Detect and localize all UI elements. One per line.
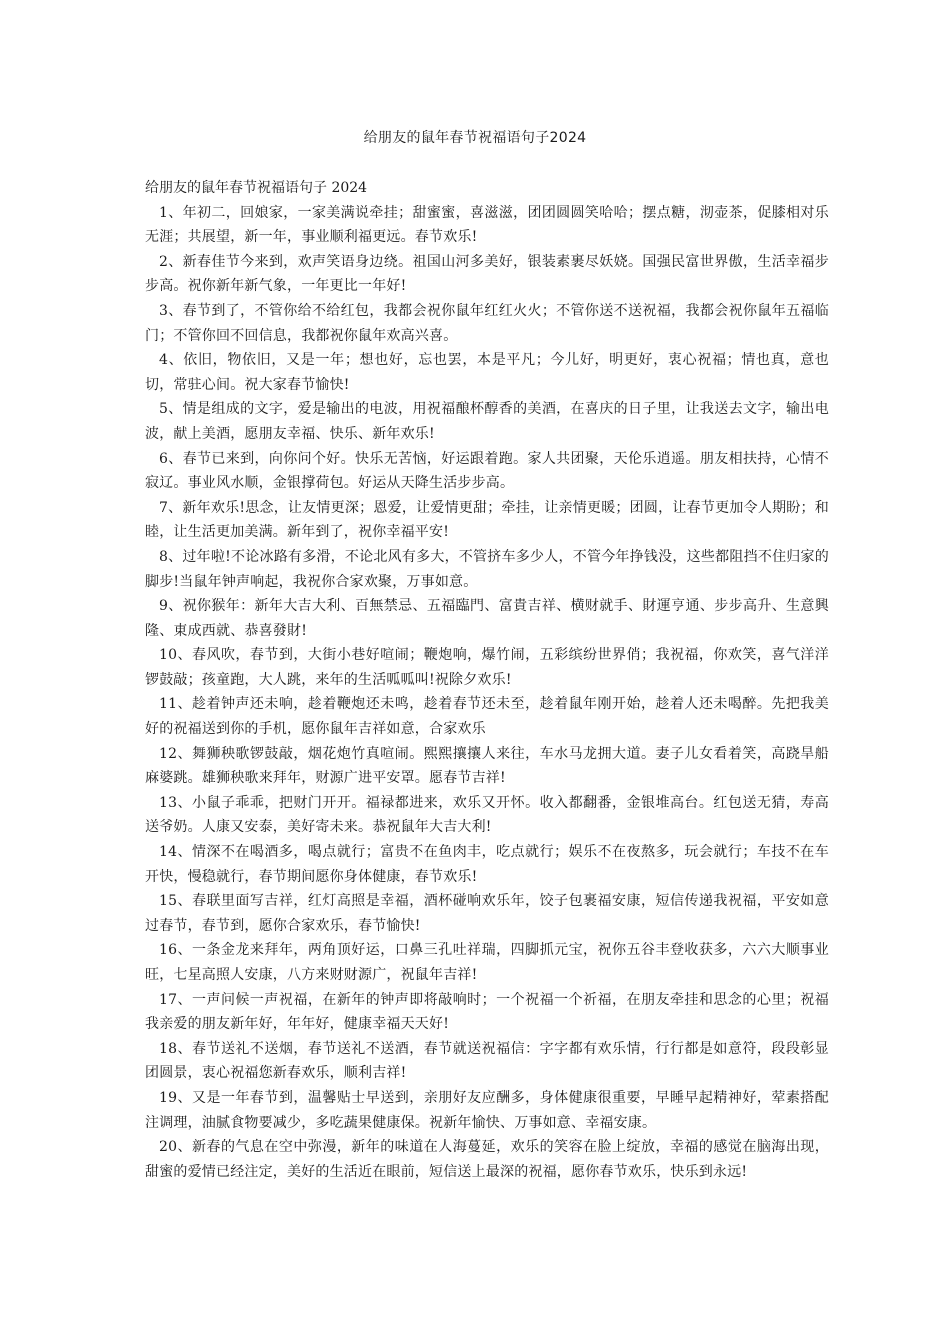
- paragraph-11: 11、趁着钟声还未响，趁着鞭炮还未鸣，趁着春节还未至，趁着鼠年刚开始，趁着人还未喝醉。先把我美好的祝福送到你的手机，愿你鼠年吉祥如意，合家欢乐: [145, 696, 829, 738]
- paragraph-20: 20、新春的气息在空中弥漫，新年的味道在人海蔓延，欢乐的笑容在脸上绽放，幸福的感觉在脑海出现，甜蜜的爱情已经注定，美好的生活近在眼前，短信送上最深的祝福，愿你春节欢乐，快乐到永远!: [145, 1139, 829, 1180]
- paragraph-16: 16、一条金龙来拜年，两角顶好运，口鼻三孔吐祥瑞，四脚抓元宝，祝你五谷丰登收获多，六六大顺事业旺，七星高照人安康，八方来财财源广，祝鼠年吉祥!: [145, 942, 829, 983]
- paragraph-9: 9、祝你猴年：新年大吉大利、百無禁忌、五福臨門、富貴吉祥、横财就手、財運亨通、步步高升、生意興隆、東成西就、恭喜發財!: [145, 598, 829, 639]
- paragraph-13: 13、小鼠子乖乖，把财门开开。福禄都进来，欢乐又开怀。收入都翻番，金银堆高台。红包送无猜，寿高送爷奶。人康又安泰，美好寄未来。恭祝鼠年大吉大利!: [145, 794, 829, 836]
- paragraph-17: 17、一声问候一声祝福，在新年的钟声即将敲响时；一个祝福一个祈福，在朋友牵挂和思念的心里；祝福我亲爱的朋友新年好，年年好，健康幸福天天好!: [145, 991, 829, 1033]
- paragraph-7: 7、新年欢乐!思念，让友情更深；恩爱，让爱情更甜；牵挂，让亲情更暖；团圆，让春节更加令人期盼；和睦，让生活更加美满。新年到了，祝你幸福平安!: [145, 499, 829, 541]
- paragraph-1: 1、年初二，回娘家，一家美满说牵挂；甜蜜蜜，喜滋滋，团团圆圆笑哈哈；摆点糖，沏壶茶，促膝相对乐无涯；共展望，新一年，事业顺利福更远。春节欢乐!: [145, 204, 829, 246]
- paragraph-10: 10、春风吹，春节到，大街小巷好喧闹；鞭炮响，爆竹闹，五彩缤纷世界俏；我祝福，你欢笑，喜气洋洋锣鼓敲；孩童跑，大人跳，来年的生活呱呱叫!祝除夕欢乐!: [145, 647, 829, 688]
- paragraph-4: 4、依旧，物依旧，又是一年；想也好，忘也罢，本是平凡；今儿好，明更好，衷心祝福；情也真，意也切，常驻心间。祝大家春节愉快!: [145, 352, 829, 393]
- paragraph-14: 14、情深不在喝酒多，喝点就行；富贵不在鱼肉丰，吃点就行；娱乐不在夜熬多，玩会就行；车技不在车开快，慢稳就行，春节期间愿你身体健康，春节欢乐!: [145, 844, 829, 885]
- paragraph-8: 8、过年啦!不论冰路有多滑，不论北风有多大，不管挤车多少人，不管今年挣钱没，这些都阻挡不住归家的脚步!当鼠年钟声响起，我祝你合家欢聚，万事如意。: [145, 548, 829, 590]
- paragraph-6: 6、春节已来到，向你问个好。快乐无苦恼，好运跟着跑。家人共团聚，天伦乐逍遥。朋友相扶持，心情不寂辽。事业风水顺，金银撑荷包。好运从天降生活步步高。: [145, 450, 829, 492]
- paragraph-5: 5、情是组成的文字，爱是输出的电波，用祝福酿杯醇香的美酒，在喜庆的日子里，让我送去文字，输出电波，献上美酒，愿朋友幸福、快乐、新年欢乐!: [145, 401, 829, 442]
- paragraph-19: 19、又是一年春节到，温馨贴士早送到，亲朋好友应酬多，身体健康很重要，早睡早起精神好，荤素搭配注调理，油腻食物要减少，多吃蔬果健康保。祝新年愉快、万事如意、幸福安康。: [145, 1089, 829, 1131]
- document-subtitle: 给朋友的鼠年春节祝福语句子 2024: [145, 180, 368, 196]
- paragraph-3: 3、春节到了，不管你给不给红包，我都会祝你鼠年红红火火；不管你送不送祝福，我都会祝你鼠年五福临门；不管你回不回信息，我都祝你鼠年欢高兴喜。: [145, 302, 829, 344]
- document-body: [145, 176, 829, 1184]
- paragraph-2: 2、新春佳节今来到，欢声笑语身边绕。祖国山河多美好，银装素裹尽妖娆。国强民富世界傲，生活幸福步步高。祝你新年新气象，一年更比一年好!: [145, 253, 829, 295]
- document-title: 给朋友的鼠年春节祝福语句子2024: [363, 130, 587, 146]
- paragraph-18: 18、春节送礼不送烟，春节送礼不送酒，春节就送祝福信：字字都有欢乐情，行行都是如意符，段段彰显团圆景，衷心祝福您新春欢乐，顺利吉祥!: [145, 1040, 829, 1082]
- paragraph-12: 12、舞狮秧歌锣鼓敲，烟花炮竹真喧闹。熙熙攘攘人来往，车水马龙拥大道。妻子儿女看着笑，高跷旱船麻婆跳。雄狮秧歌来拜年，财源广进平安罩。愿春节吉祥!: [145, 745, 829, 787]
- paragraph-15: 15、春联里面写吉祥，红灯高照是幸福，酒杯碰响欢乐年，饺子包裹福安康，短信传递我祝福，平安如意过春节，春节到，愿你合家欢乐，春节愉快!: [145, 893, 829, 934]
